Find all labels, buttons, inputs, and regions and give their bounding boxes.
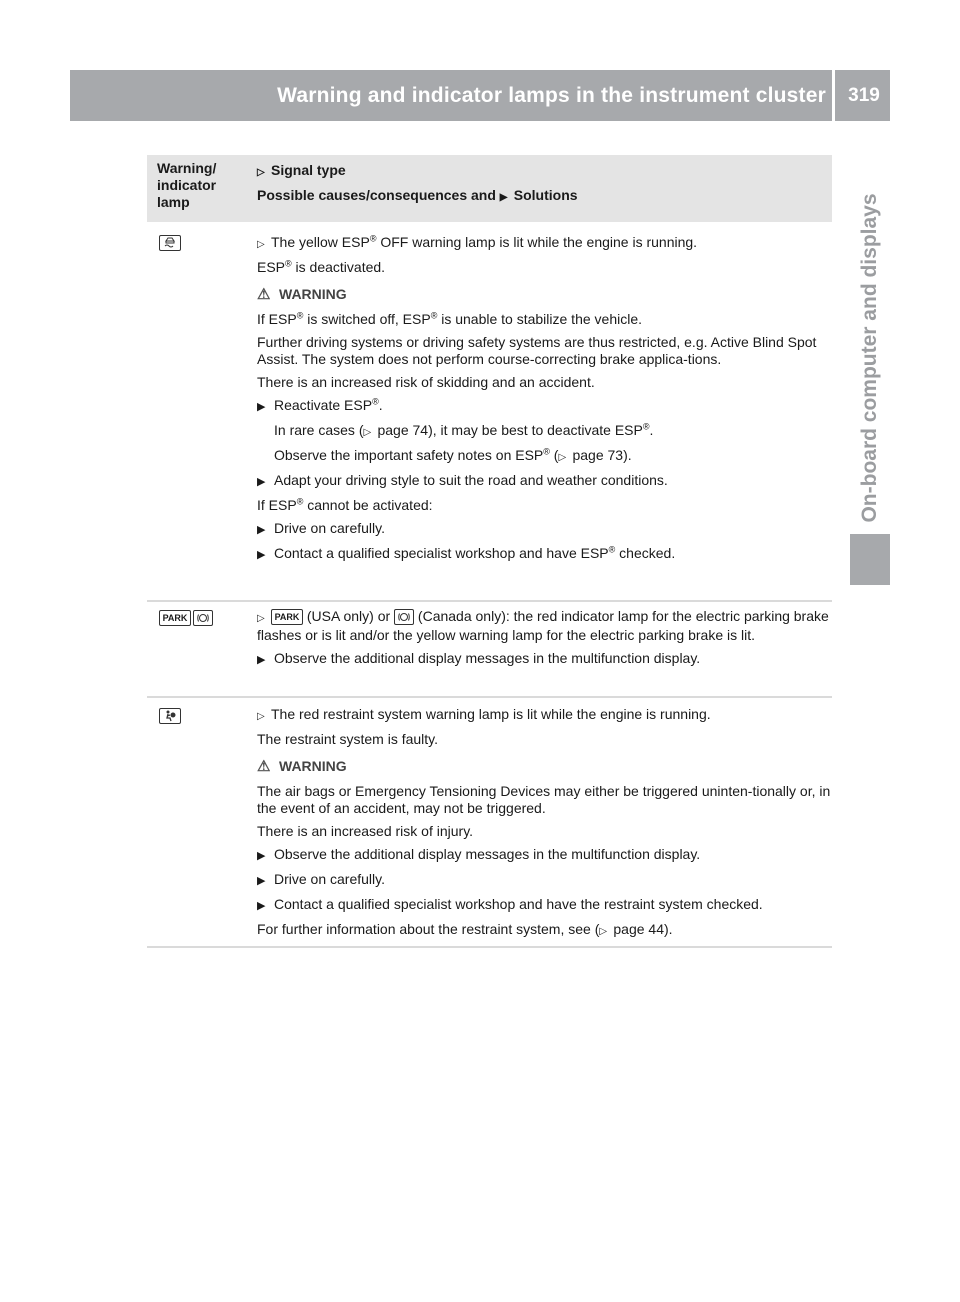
- signal-icon: ▷: [257, 613, 265, 624]
- text: The red restraint system warning lamp is lit while the engine is running.: [271, 706, 711, 722]
- table-header: [147, 155, 832, 222]
- text: There is an increased risk of injury.: [257, 823, 474, 839]
- text: For further information about the restraint system, see (: [257, 921, 600, 937]
- page-ref-icon: ▷: [558, 452, 567, 463]
- action-icon: ▶: [257, 875, 266, 887]
- registered-mark: ®: [642, 421, 650, 432]
- table-row-park: [147, 602, 832, 698]
- text: (: [549, 447, 559, 463]
- text: Drive on carefully.: [274, 520, 386, 536]
- action-icon: ▶: [499, 192, 508, 203]
- lamp-cell: [159, 707, 181, 725]
- table-row-restraint: [147, 698, 832, 948]
- page-reference[interactable]: page 74), it may be best to deactivate ESP: [377, 422, 643, 438]
- text: .: [378, 397, 383, 413]
- registered-mark: ®: [369, 233, 377, 244]
- page-header: [70, 70, 890, 121]
- text: cannot be activated:: [303, 497, 433, 513]
- text: Contact a qualified specialist workshop and have the restraint system checked.: [274, 896, 763, 912]
- esp-off-icon: [159, 235, 181, 251]
- action-icon: ▶: [257, 549, 266, 561]
- row-content: [257, 608, 832, 675]
- warning-triangle-icon: ⚠: [257, 286, 271, 303]
- header-col-lamp: [157, 160, 216, 211]
- registered-mark: ®: [285, 258, 292, 269]
- text: is switched off, ESP: [303, 311, 431, 327]
- page-ref-icon: ▷: [363, 427, 372, 438]
- registered-mark: ®: [372, 396, 379, 407]
- text: is deactivated.: [291, 259, 386, 275]
- page-reference[interactable]: page 44).: [613, 921, 673, 937]
- text: checked.: [615, 545, 676, 561]
- text: The yellow ESP: [271, 234, 370, 250]
- text: Contact a qualified specialist workshop and have ESP: [274, 545, 609, 561]
- restraint-system-icon: [159, 708, 181, 724]
- header-col-lamp-line: lamp: [157, 194, 190, 210]
- text: ESP: [257, 259, 286, 275]
- table-row-esp: [147, 222, 832, 602]
- text: Reactivate ESP: [274, 397, 373, 413]
- text: Further driving systems or driving safety systems are thus restricted, e.g. Active Blind Spot Assist. The system does not perform course-correcting brake applica-tions.: [257, 334, 817, 367]
- header-solutions: Solutions: [513, 187, 578, 203]
- row-content: [257, 234, 832, 570]
- row-content: [257, 706, 832, 946]
- action-icon: ▶: [257, 524, 266, 536]
- text: Adapt your driving style to suit the road and weather conditions.: [274, 472, 668, 488]
- side-tab-label: On-board computer and displays: [858, 192, 881, 523]
- warning-label: WARNING: [279, 286, 347, 302]
- action-icon: ▶: [257, 476, 266, 488]
- warning-triangle-icon: ⚠: [257, 758, 271, 775]
- registered-mark: ®: [608, 544, 616, 555]
- page-ref-icon: ▷: [599, 926, 608, 937]
- text: (Canada only): the red indicator lamp for the electric parking brake flashes or is lit and/or the yellow warning lamp for the electric parking brake is lit.: [257, 608, 829, 643]
- header-causes: Possible causes/consequences and: [257, 187, 496, 203]
- action-icon: ▶: [257, 850, 266, 862]
- text: Observe the important safety notes on ESP: [274, 447, 544, 463]
- park-icon: PARK: [159, 610, 191, 626]
- action-icon: ▶: [257, 654, 266, 666]
- text: Drive on carefully.: [274, 871, 386, 887]
- registered-mark: ®: [296, 310, 304, 321]
- header-col-lamp-line: indicator: [157, 177, 217, 193]
- signal-icon: ▷: [257, 711, 265, 722]
- header-col-lamp-line: Warning/: [157, 160, 217, 176]
- text: OFF warning lamp is lit while the engine is running.: [376, 234, 698, 250]
- page-reference[interactable]: page 73).: [572, 447, 632, 463]
- registered-mark: ®: [296, 496, 304, 507]
- warning-label: WARNING: [279, 758, 347, 774]
- section-side-tab: [850, 135, 890, 580]
- text: In rare cases (: [274, 422, 364, 438]
- park-inline-icon: PARK: [271, 609, 303, 625]
- registered-mark: ®: [430, 310, 438, 321]
- header-divider: [832, 70, 835, 121]
- lamp-cell: [159, 609, 213, 627]
- header-col-signal: [257, 162, 578, 206]
- text: The restraint system is faulty.: [257, 731, 439, 747]
- action-icon: ▶: [257, 900, 266, 912]
- text: There is an increased risk of skidding and an accident.: [257, 374, 595, 390]
- text: (USA only) or: [306, 608, 391, 624]
- text: Observe the additional display messages in the multifunction display.: [274, 846, 701, 862]
- parking-brake-canada-icon: [193, 610, 213, 626]
- registered-mark: ®: [543, 446, 550, 457]
- action-icon: ▶: [257, 401, 266, 413]
- page-title: Warning and indicator lamps in the instrument cluster: [277, 84, 826, 107]
- text: Observe the additional display messages in the multifunction display.: [274, 650, 701, 666]
- text: is unable to stabilize the vehicle.: [437, 311, 643, 327]
- lamp-cell: [159, 234, 181, 252]
- text: If ESP: [257, 497, 297, 513]
- page-number: 319: [848, 85, 880, 106]
- text: If ESP: [257, 311, 297, 327]
- header-signal-type: Signal type: [271, 162, 346, 178]
- parking-brake-inline-icon: [394, 609, 414, 625]
- text: The air bags or Emergency Tensioning Devices may either be triggered uninten-tionally or, in the event of an accident, may not be triggered.: [257, 783, 831, 816]
- signal-icon: ▷: [257, 167, 265, 178]
- side-tab-marker: [850, 534, 890, 585]
- signal-icon: ▷: [257, 239, 265, 250]
- text: .: [649, 422, 654, 438]
